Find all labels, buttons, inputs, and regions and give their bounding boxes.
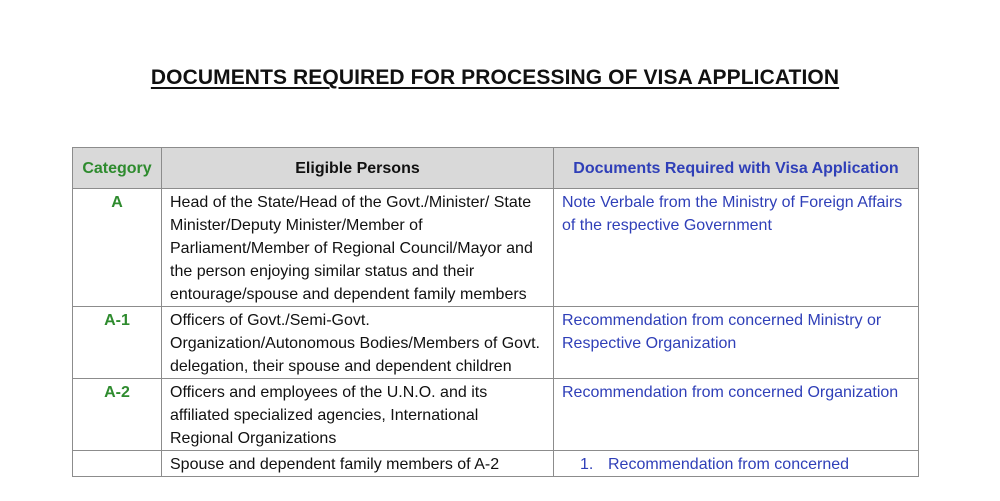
header-category: Category: [73, 148, 162, 189]
header-eligible-persons: Eligible Persons: [162, 148, 554, 189]
table-row: [73, 451, 919, 477]
eligible-persons-cell: Officers of Govt./Semi-Govt. Organization/Autonomous Bodies/Members of Govt. delegation, their spouse and dependent children: [162, 307, 554, 379]
category-cell: [73, 451, 162, 477]
list-item-text: Recommendation from concerned: [608, 456, 850, 473]
table-row: [73, 379, 919, 451]
table-row: [73, 189, 919, 307]
document-title: DOCUMENTS REQUIRED FOR PROCESSING OF VISA APPLICATION: [150, 66, 840, 89]
category-cell: A-1: [73, 307, 162, 379]
category-cell: A-2: [73, 379, 162, 451]
document-list-item: [562, 453, 910, 476]
visa-requirements-table: [72, 147, 919, 477]
list-number: 1.: [580, 456, 594, 473]
documents-cell: Note Verbale from the Ministry of Foreign Affairs of the respective Government: [554, 189, 919, 307]
header-documents-required: Documents Required with Visa Application: [554, 148, 919, 189]
table-header-row: [73, 148, 919, 189]
table-row: [73, 307, 919, 379]
eligible-persons-cell: Officers and employees of the U.N.O. and its affiliated specialized agencies, International Regional Organizations: [162, 379, 554, 451]
eligible-persons-cell: Spouse and dependent family members of A-2: [162, 451, 554, 477]
eligible-persons-cell: Head of the State/Head of the Govt./Minister/ State Minister/Deputy Minister/Member of Parliament/Member of Regional Council/Mayor and the person enjoying similar status and their entourage/spouse and dependent family members: [162, 189, 554, 307]
documents-cell: [554, 451, 919, 477]
documents-cell: Recommendation from concerned Ministry or Respective Organization: [554, 307, 919, 379]
documents-cell: Recommendation from concerned Organization: [554, 379, 919, 451]
category-cell: A: [73, 189, 162, 307]
